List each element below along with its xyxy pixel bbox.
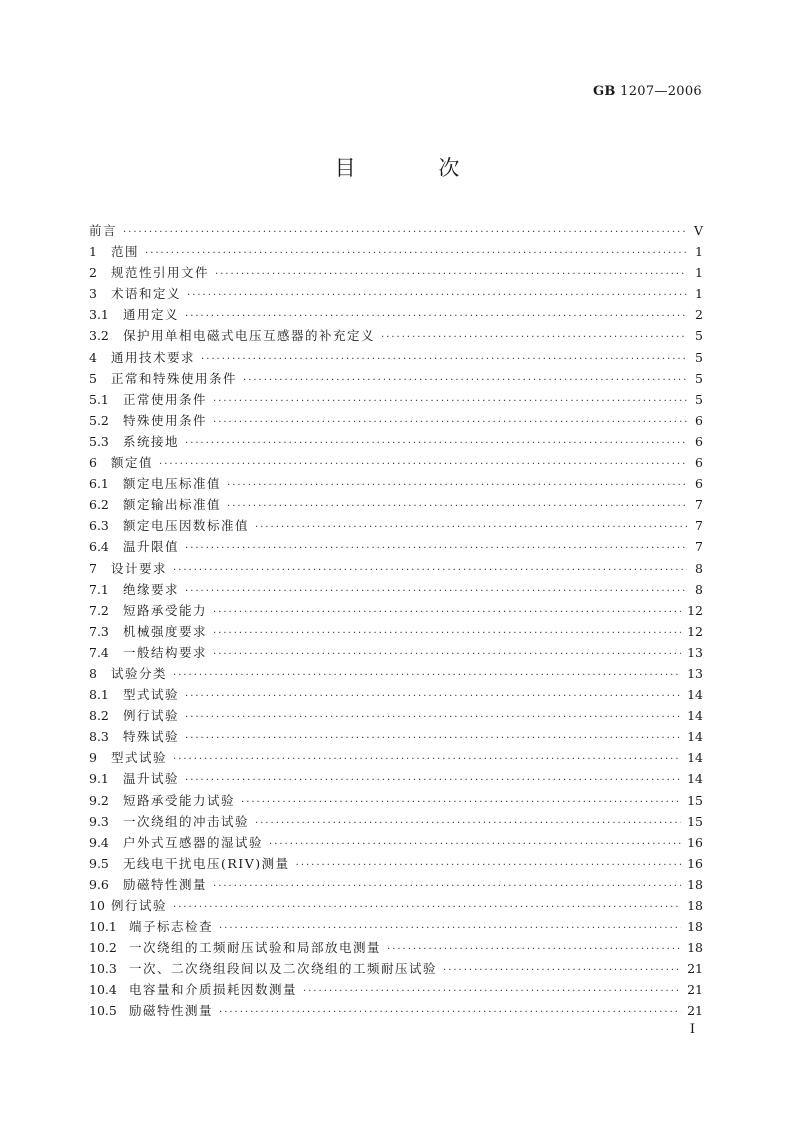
toc-entry-label: 短路承受能力: [123, 602, 208, 618]
toc-entry-page: 7: [695, 518, 703, 534]
toc-entry-page: 15: [687, 792, 703, 808]
toc-entry-page: 2: [695, 307, 703, 323]
toc-entry-label: 电容量和介质损耗因数测量: [129, 982, 298, 998]
toc-entry[interactable]: [89, 368, 703, 389]
toc-leader-dots: [227, 475, 687, 496]
toc-entry-number: 7.2: [89, 602, 109, 618]
toc-entry-page: 7: [695, 497, 703, 513]
toc-entry[interactable]: [89, 325, 703, 346]
toc-entry[interactable]: [89, 747, 703, 768]
toc-entry-number: 10.1: [89, 919, 117, 935]
toc-entry-page: 12: [687, 602, 703, 618]
toc-leader-dots: [185, 433, 687, 454]
toc-leader-dots: [213, 876, 681, 897]
toc-leader-dots: [173, 560, 687, 581]
standard-code: [593, 84, 702, 99]
toc-entry-number: 10.3: [89, 961, 117, 977]
toc-entry-label: 通用技术要求: [111, 349, 196, 365]
toc-entry-label: 正常使用条件: [123, 391, 208, 407]
toc-entry[interactable]: [89, 262, 703, 283]
toc-entry-label: 一次绕组的冲击试验: [123, 813, 250, 829]
toc-entry-label: 无线电干扰电压(RIV)测量: [123, 855, 290, 871]
toc-entry[interactable]: [89, 832, 703, 853]
toc-entry-label: 特殊使用条件: [123, 412, 208, 428]
toc-entry-label: 端子标志检查: [129, 919, 214, 935]
toc-entry-label: 范围: [111, 244, 140, 260]
toc-entry-label: 试验分类: [111, 665, 168, 681]
toc-leader-dots: [255, 517, 687, 538]
toc-leader-dots: [185, 686, 681, 707]
toc-entry-label: 例行试验: [111, 898, 168, 913]
toc-entry[interactable]: [89, 937, 703, 958]
toc-entry-label: 规范性引用文件: [111, 265, 210, 281]
toc-entry[interactable]: [89, 494, 703, 515]
toc-leader-dots: [185, 707, 681, 728]
toc-entry[interactable]: [89, 621, 703, 642]
toc-entry[interactable]: [89, 726, 703, 747]
toc-entry[interactable]: [89, 410, 703, 431]
toc-entry[interactable]: [89, 979, 703, 1000]
toc-entry-label: 励磁特性测量: [123, 876, 208, 892]
toc-entry-page: 8: [695, 560, 703, 576]
toc-entry[interactable]: [89, 473, 703, 494]
toc-entry-label: 例行试验: [123, 708, 180, 724]
toc-entry-label: 型式试验: [123, 687, 180, 703]
toc-entry-page: 14: [687, 771, 703, 787]
toc-leader-dots: [296, 855, 681, 876]
toc-leader-dots: [213, 623, 681, 644]
toc-leader-dots: [219, 918, 681, 939]
toc-leader-dots: [185, 306, 687, 327]
toc-entry-page: 14: [687, 729, 703, 745]
page-folio: I: [689, 1022, 695, 1037]
toc-entry-page: 15: [687, 813, 703, 829]
toc-entry-label: 系统接地: [123, 433, 180, 449]
toc-entry-number: 3.2: [89, 328, 109, 344]
toc-entry-page: 14: [687, 750, 703, 766]
toc-leader-dots: [255, 813, 681, 834]
toc-entry-page: 5: [695, 328, 703, 344]
toc-entry[interactable]: [89, 916, 703, 937]
toc-entry-number: 6.4: [89, 539, 109, 555]
toc-entry-number: 5.1: [89, 391, 109, 407]
toc-entry[interactable]: [89, 663, 703, 684]
toc-leader-dots: [381, 327, 687, 348]
toc-entry-label: 特殊试验: [123, 729, 180, 745]
toc-leader-dots: [159, 454, 687, 475]
toc-entry-page: 6: [695, 476, 703, 492]
toc-entry-number: 9.2: [89, 792, 109, 808]
toc-entry-number: 2: [89, 265, 97, 281]
toc-entry-page: 14: [687, 708, 703, 724]
toc-entry-page: 13: [687, 665, 703, 681]
toc-entry-label: 额定值: [111, 455, 154, 471]
toc-leader-dots: [213, 412, 687, 433]
toc-entry-page: 5: [695, 391, 703, 407]
toc-entry-page: 21: [687, 1003, 703, 1019]
toc-entry[interactable]: [89, 790, 703, 811]
toc-entry-label: 一次绕组的工频耐压试验和局部放电测量: [129, 940, 382, 956]
toc-entry-page: 14: [687, 687, 703, 703]
toc-leader-dots: [241, 792, 681, 813]
toc-entry[interactable]: [89, 705, 703, 726]
toc-entry[interactable]: [89, 579, 703, 600]
toc-entry-label: 设计要求: [111, 560, 168, 576]
toc-entry-page: 13: [687, 644, 703, 660]
toc-entry-label: 温升限值: [123, 539, 180, 555]
toc-entry-number: 5.2: [89, 412, 109, 428]
toc-entry[interactable]: [89, 304, 703, 325]
standard-prefix: GB: [592, 84, 616, 99]
toc-entry-number: 4: [89, 349, 97, 365]
toc-entry-number: 3: [89, 286, 97, 302]
toc-leader-dots: [213, 644, 681, 665]
toc-entry[interactable]: [89, 220, 703, 241]
toc-entry-label: 型式试验: [111, 750, 168, 766]
toc-entry[interactable]: [89, 642, 703, 663]
toc-entry-number: 7.3: [89, 623, 109, 639]
toc-leader-dots: [145, 243, 687, 264]
toc-entry-page: 6: [695, 433, 703, 449]
toc-entry-label: 一次、二次绕组段间以及二次绕组的工频耐压试验: [129, 961, 438, 977]
toc-entry-number: 6.2: [89, 497, 109, 513]
toc-entry-number: 3.1: [89, 307, 109, 323]
toc-entry-page: 18: [687, 898, 703, 913]
toc-entry-number: 8.1: [89, 687, 109, 703]
toc-entry-page: 7: [695, 539, 703, 555]
toc-entry-label: 额定电压因数标准值: [123, 518, 250, 534]
toc-leader-dots: [443, 960, 681, 981]
toc-entry[interactable]: [89, 874, 703, 895]
toc-entry[interactable]: [89, 515, 703, 536]
toc-leader-dots: [185, 581, 687, 602]
toc-leader-dots: [173, 749, 681, 770]
toc-entry[interactable]: [89, 241, 703, 262]
toc-entry-page: 1: [695, 286, 703, 302]
toc-entry-number: 6.3: [89, 518, 109, 534]
toc-leader-dots: [219, 1002, 681, 1023]
standard-number: 1207—2006: [620, 84, 702, 99]
toc-leader-dots: [227, 496, 687, 517]
toc-entry-number: 6.1: [89, 476, 109, 492]
toc-entry-page: 1: [695, 244, 703, 260]
toc-entry-number: 8.2: [89, 708, 109, 724]
toc-entry-number: 7.4: [89, 644, 109, 660]
toc-entry-page: 16: [687, 855, 703, 871]
toc-entry-page: 6: [695, 412, 703, 428]
toc-entry[interactable]: [89, 558, 703, 579]
toc-entry[interactable]: [89, 389, 703, 410]
toc-entry-number: 9.4: [89, 834, 109, 850]
toc-entry-label: 正常和特殊使用条件: [111, 370, 238, 386]
toc-entry[interactable]: [89, 1000, 703, 1021]
toc-entry[interactable]: [89, 347, 703, 368]
toc-entry-number: 9.1: [89, 771, 109, 787]
toc-entry-page: 16: [687, 834, 703, 850]
toc-entry-label: 额定输出标准值: [123, 497, 222, 513]
toc-entry[interactable]: [89, 768, 703, 789]
toc-entry-label: 术语和定义: [111, 286, 182, 302]
toc-entry-number: 5.3: [89, 433, 109, 449]
toc-entry-number: 9.6: [89, 876, 109, 892]
toc-entry-number: 10.5: [89, 1003, 117, 1019]
toc-entry-number: 9.3: [89, 813, 109, 829]
toc-leader-dots: [123, 222, 687, 243]
toc-entry-label: 机械强度要求: [123, 623, 208, 639]
toc-entry-label: 短路承受能力试验: [123, 792, 236, 808]
toc-entry-page: 18: [687, 876, 703, 892]
toc-entry-number: 10.4: [89, 982, 117, 998]
toc-entry-label: 通用定义: [123, 307, 180, 323]
toc-entry-label: 户外式互感器的湿试验: [123, 834, 264, 850]
toc-entry-page: 1: [695, 265, 703, 281]
toc-entry[interactable]: [89, 536, 703, 557]
toc-entry-number: 6: [89, 455, 97, 471]
toc-entry-number: 8.3: [89, 729, 109, 745]
toc-entry-page: 18: [687, 919, 703, 935]
toc-leader-dots: [213, 602, 681, 623]
toc-leader-dots: [185, 728, 681, 749]
toc-entry-page: 6: [695, 455, 703, 471]
toc-leader-dots: [243, 370, 687, 391]
toc-entry[interactable]: [89, 283, 703, 304]
toc-leader-dots: [213, 391, 687, 412]
toc-entry[interactable]: [89, 958, 703, 979]
toc-entry-label: 额定电压标准值: [123, 476, 222, 492]
toc-entry-label: 绝缘要求: [123, 581, 180, 597]
toc-leader-dots: [173, 665, 681, 686]
toc-entry-page: 21: [687, 961, 703, 977]
toc-entry-page: 5: [695, 370, 703, 386]
toc-entry[interactable]: [89, 600, 703, 621]
toc-entry-number: 10: [89, 898, 105, 913]
toc-entry[interactable]: [89, 452, 703, 473]
toc-entry-page: 18: [687, 940, 703, 956]
toc-entry-number: 5: [89, 370, 97, 386]
toc-entry[interactable]: [89, 895, 703, 916]
toc-entry[interactable]: [89, 853, 703, 874]
toc-entry-label: 温升试验: [123, 771, 180, 787]
page-title: 目 次: [334, 156, 498, 180]
toc-leader-dots: [201, 349, 687, 370]
toc-entry-label: 一般结构要求: [123, 644, 208, 660]
toc-entry-page: 8: [695, 581, 703, 597]
toc-leader-dots: [269, 834, 681, 855]
toc-entry-label: 保护用单相电磁式电压互感器的补充定义: [123, 328, 376, 344]
toc-entry[interactable]: [89, 811, 703, 832]
toc-leader-dots: [387, 939, 681, 960]
toc-entry-number: 9: [89, 750, 97, 766]
toc-entry-number: 7: [89, 560, 97, 576]
toc-entry-number: 9.5: [89, 855, 109, 871]
toc-entry-page: 12: [687, 623, 703, 639]
toc-leader-dots: [173, 897, 681, 918]
toc-leader-dots: [187, 285, 687, 306]
toc-leader-dots: [215, 264, 687, 285]
toc-entry-page: V: [693, 223, 703, 238]
toc-entry-label: 励磁特性测量: [129, 1003, 214, 1019]
toc-entry-number: 8: [89, 665, 97, 681]
toc-leader-dots: [185, 538, 687, 559]
toc-entry-number: 1: [89, 244, 97, 260]
toc-leader-dots: [185, 770, 681, 791]
toc-entry[interactable]: [89, 431, 703, 452]
toc-entry-number: 7.1: [89, 581, 109, 597]
toc-leader-dots: [303, 981, 681, 1002]
toc-entry[interactable]: [89, 684, 703, 705]
table-of-contents: [89, 220, 703, 1022]
toc-entry-label: 前言: [89, 223, 118, 238]
toc-entry-number: 10.2: [89, 940, 117, 956]
toc-entry-page: 21: [687, 982, 703, 998]
toc-entry-page: 5: [695, 349, 703, 365]
